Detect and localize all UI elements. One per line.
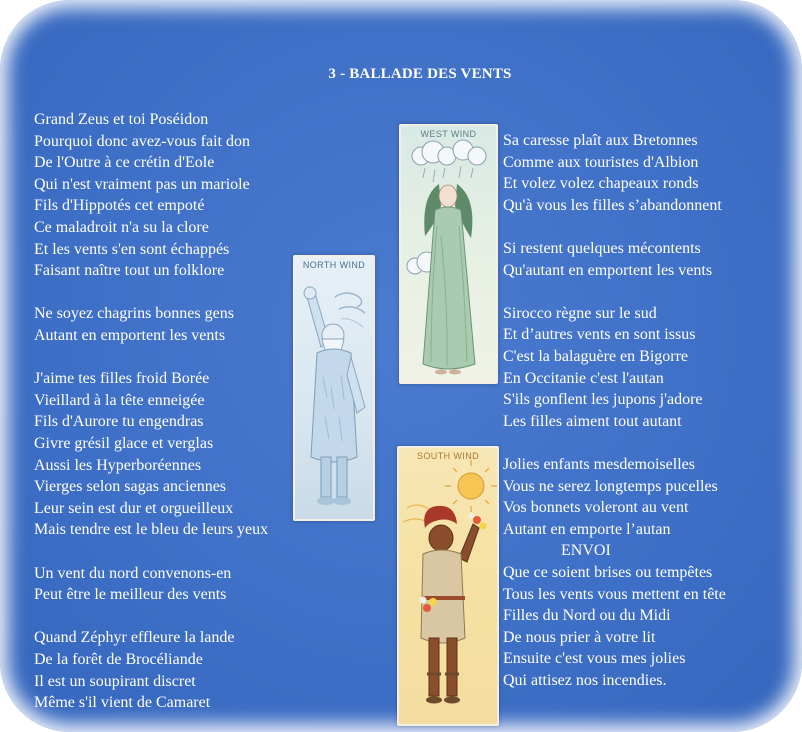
poem-line: De la forêt de Brocéliande [34, 651, 203, 668]
poem-line: Sirocco règne sur le sud [503, 304, 657, 322]
poem-line: Les filles aiment tout autant [503, 412, 682, 430]
west-wind-panel [399, 124, 498, 384]
poem-line: Quand Zéphyr effleure la lande [34, 629, 235, 647]
poem-line: Peut être le meilleur des vents [34, 586, 227, 604]
poem-line: Que ce soient brises ou tempêtes [503, 564, 713, 581]
poem-line: Fils d'Hippotés cet empoté [34, 197, 205, 215]
poem-title: 3 - BALLADE DES VENTS [328, 66, 512, 82]
poem-line: Grand Zeus et toi Poséidon [34, 111, 209, 128]
north-wind-illustration-icon [295, 257, 373, 519]
poem-line: Givre grésil glace et verglas [34, 435, 214, 452]
poem-line: Tous les vents vous mettent en tête [503, 585, 726, 603]
south-wind-illustration-icon [399, 448, 497, 724]
poem-line: De l'Outre à ce crétin d'Eole [34, 154, 215, 172]
poem-line: Pourquoi donc avez-vous fait don [34, 132, 250, 150]
poem-line: Aussi les Hyperboréennes [34, 456, 202, 474]
poem-line: Qui attisez nos incendies. [503, 672, 667, 689]
poem-line: Sa caresse plaît aux Bretonnes [503, 132, 698, 149]
poem-line: Et les vents s'en sont échappés [34, 240, 230, 258]
poem-line: S'ils gonflent les jupons j'adore [503, 391, 703, 409]
poem-line: Qu'à vous les filles s’abandonnent [503, 196, 722, 214]
poem-line: Ne soyez chagrins bonnes gens [34, 305, 234, 323]
poem-line: Fils d'Aurore tu engendras [34, 413, 204, 431]
north-wind-label: NORTH WIND [302, 260, 366, 270]
poem-line: Autant en emporte l’autan [503, 520, 671, 538]
poem-line: Si restent quelques mécontents [503, 240, 701, 257]
envoi-heading: ENVOI [561, 542, 611, 560]
poem-line: J'aime tes filles froid Borée [34, 370, 210, 388]
west-wind-label: WEST WIND [420, 129, 477, 139]
poem-line: C'est la balaguère en Bigorre [503, 348, 689, 365]
south-wind-panel [397, 446, 499, 726]
poem-line: Qui n'est vraiment pas un mariole [34, 175, 250, 193]
poem-line: Ensuite c'est vous mes jolies [503, 650, 686, 668]
west-wind-illustration-icon [401, 126, 496, 382]
poem-line: En Occitanie c'est l'autan [503, 369, 664, 387]
poem-line: Un vent du nord convenons-en [34, 564, 232, 582]
poem-line: Leur sein est dur et orgueilleux [34, 499, 234, 517]
south-wind-label: SOUTH WIND [417, 451, 479, 461]
north-wind-panel [293, 255, 375, 521]
poem-line: Vos bonnets voleront au vent [503, 499, 689, 517]
poem-line: Qu'autant en emportent les vents [503, 261, 713, 279]
poem-line: Même s'il vient de Camaret [34, 694, 211, 712]
poem-line: Il est un soupirant discret [34, 672, 196, 690]
poem-line: Autant en emportent les vents [34, 327, 226, 344]
poem-line: Faisant naître tout un folklore [34, 262, 225, 280]
poem-line: Ce maladroit n'a su la clore [34, 219, 209, 236]
poem-line: Comme aux touristes d'Albion [503, 153, 699, 171]
poem-line: Filles du Nord ou du Midi [503, 607, 671, 625]
poem-line: Et d’autres vents en sont issus [503, 326, 696, 344]
poem-line: Vierges selon sagas anciennes [34, 478, 227, 496]
poem-line: Vous ne serez longtemps pucelles [503, 477, 718, 495]
poem-line: Et volez volez chapeaux ronds [503, 175, 699, 193]
poem-line: Mais tendre est le bleu de leurs yeux [34, 521, 269, 539]
poem-line: De nous prier à votre lit [503, 628, 656, 646]
poem-line: Jolies enfants mesdemoiselles [503, 456, 695, 473]
poem-line: Vieillard à la tête enneigée [34, 391, 205, 409]
